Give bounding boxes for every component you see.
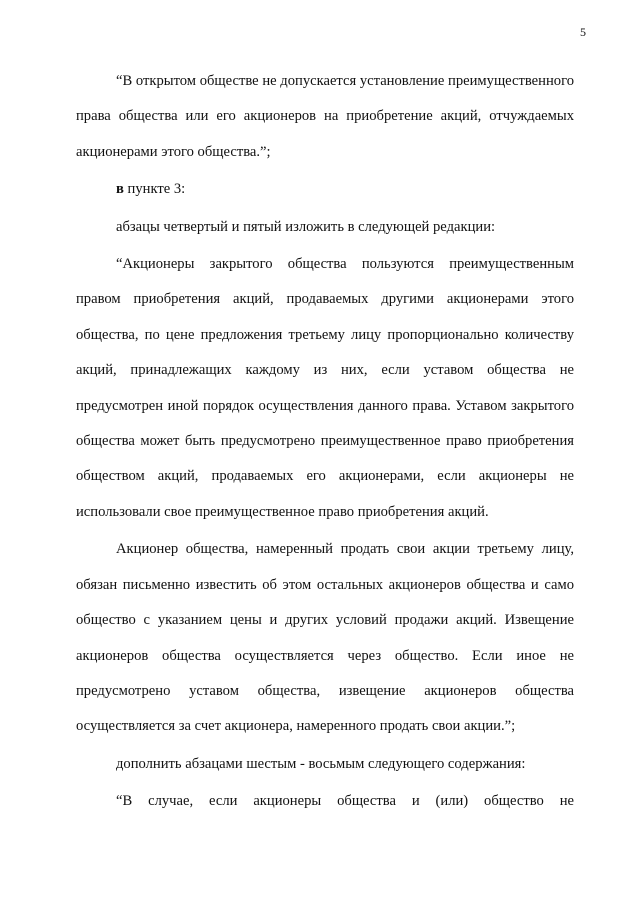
paragraph-shareholder-notice: Акционер общества, намеренный продать свои акции третьему лицу, обязан письменно известить об этом остальных акционеров общества и само общество с указанием цены и других условий продажи акций. Извещение акционеров общества осуществляется через общество. Если иное не предусмотрено уставом общества, извещение акционеров общества осуществляется за счет акционера, намеренного продать свои акции.”; bbox=[76, 541, 574, 735]
paragraph-instruction-4-5: абзацы четвертый и пятый изложить в следующей редакции: bbox=[116, 218, 496, 235]
page-number: 5 bbox=[580, 25, 586, 39]
paragraph-instruction-6-8: дополнить абзацами шестым - восьмым следующего содержания: bbox=[116, 755, 526, 772]
paragraph-quote-closed-company: “Акционеры закрытого общества пользуются преимущественным правом приобретения акций, продаваемых другими акционерами этого общества, по цене предложения третьему лицу пропорционально количеству акций, принадлежащих каждому из них, если уставом общества не предусмотрен иной порядок осуществления данного права. Уставом закрытого общества может быть предусмотрено преимущественное право приобретения обществом акций, продаваемых его акционерами, если акционеры не использовали свое преимущественное право приобретения акций. bbox=[76, 256, 574, 520]
paragraph-point-3 bbox=[76, 172, 574, 207]
paragraph-quote-case-start: “В случае, если акционеры общества и (или) общество не bbox=[116, 793, 574, 810]
point-3-bold-prefix: в bbox=[116, 181, 124, 198]
document-body bbox=[76, 64, 574, 820]
paragraph-quote-open-company: “В открытом обществе не допускается установление преимущественного права общества или его акционеров на приобретение акций, отчуждаемых акционерами этого общества.”; bbox=[76, 73, 574, 160]
point-3-text: пункте 3: bbox=[123, 181, 186, 198]
